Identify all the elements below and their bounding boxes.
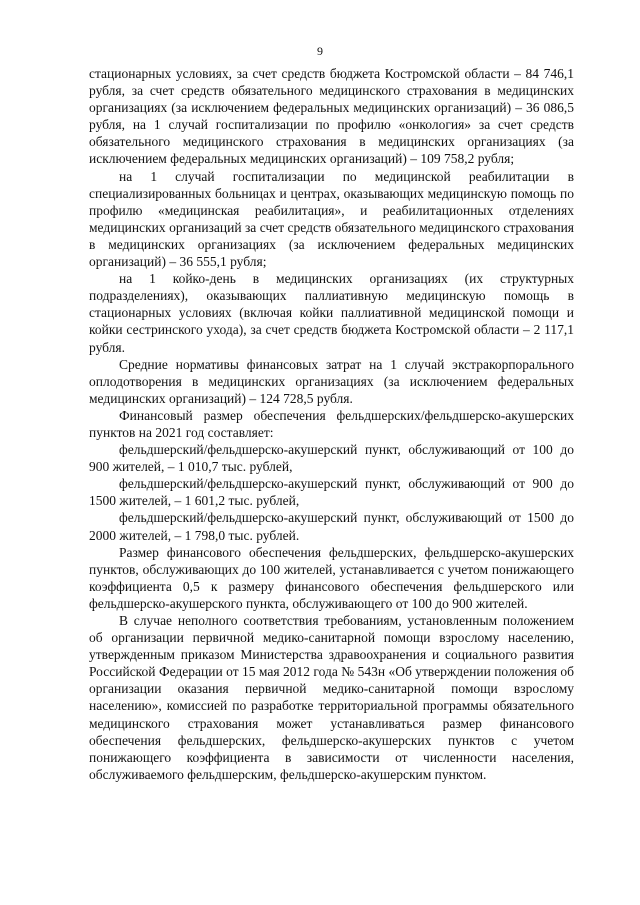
paragraph-9: Размер финансового обеспечения фельдшерских, фельдшерско-акушерских пунктов, обслуживающих до 100 жителей, устанавливается с учетом понижающего коэффициента 0,5 к размеру финансового обеспечения фельдшерского или фельдшерско-акушерского пункта, обслуживающего от 100 до 900 жителей. (89, 544, 574, 611)
paragraph-4: Средние нормативы финансовых затрат на 1 случай экстракорпорального оплодотворения в медицинских организациях (за исключением федеральных медицинских организаций) – 124 728,5 рубля. (89, 356, 574, 406)
paragraph-10: В случае неполного соответствия требованиям, установленным положением об организации первичной медико-санитарной помощи взрослому населению, утвержденным приказом Министерства здравоохранения и социального развития Российской Федерации от 15 мая 2012 года № 543н «Об утверждении положения об организации оказания первичной медико-санитарной помощи взрослому населению», комиссией по разработке территориальной программы обязательного медицинского страхования может устанавливаться размер финансового обеспечения фельдшерских, фельдшерско-акушерских пунктов с учетом понижающего коэффициента в зависимости от численности населения, обслуживаемого фельдшерским, фельдшерско-акушерским пунктом. (89, 613, 574, 782)
paragraph-6: фельдшерский/фельдшерско-акушерский пункт, обслуживающий от 100 до 900 жителей, – 1 010,7 тыс. рублей, (89, 442, 574, 475)
paragraph-7: фельдшерский/фельдшерско-акушерский пункт, обслуживающий от 900 до 1500 жителей, – 1 601,2 тыс. рублей, (89, 476, 574, 509)
document-body (89, 65, 574, 783)
paragraph-1: стационарных условиях, за счет средств бюджета Костромской области – 84 746,1 рубля, за счет средств обязательного медицинского страхования в медицинских организациях (за исключением федеральных медицинских организаций) – 36 086,5 рубля, на 1 случай госпитализации по профилю «онкология» за счет средств обязательного медицинского страхования в медицинских организациях (за исключением федеральных медицинских организаций) – 109 758,2 рубля; (89, 66, 574, 167)
paragraph-5: Финансовый размер обеспечения фельдшерских/фельдшерско-акушерских пунктов на 2021 год составляет: (89, 407, 574, 440)
paragraph-3: на 1 койко-день в медицинских организациях (их структурных подразделениях), оказывающих паллиативную медицинскую помощь в стационарных условиях (включая койки паллиативной медицинской помощи и койки сестринского ухода), за счет средств бюджета Костромской области – 2 117,1 рубля. (89, 271, 574, 355)
paragraph-8: фельдшерский/фельдшерско-акушерский пункт, обслуживающий от 1500 до 2000 жителей, – 1 798,0 тыс. рублей. (89, 510, 574, 543)
page-number: 9 (317, 44, 323, 58)
paragraph-2: на 1 случай госпитализации по медицинской реабилитации в специализированных больницах и центрах, оказывающих медицинскую помощь по профилю «медицинская реабилитация», и реабилитационных отделениях медицинских организаций за счет средств обязательного медицинского страхования в медицинских организациях (за исключением федеральных медицинских организаций) – 36 555,1 рубля; (89, 168, 574, 270)
